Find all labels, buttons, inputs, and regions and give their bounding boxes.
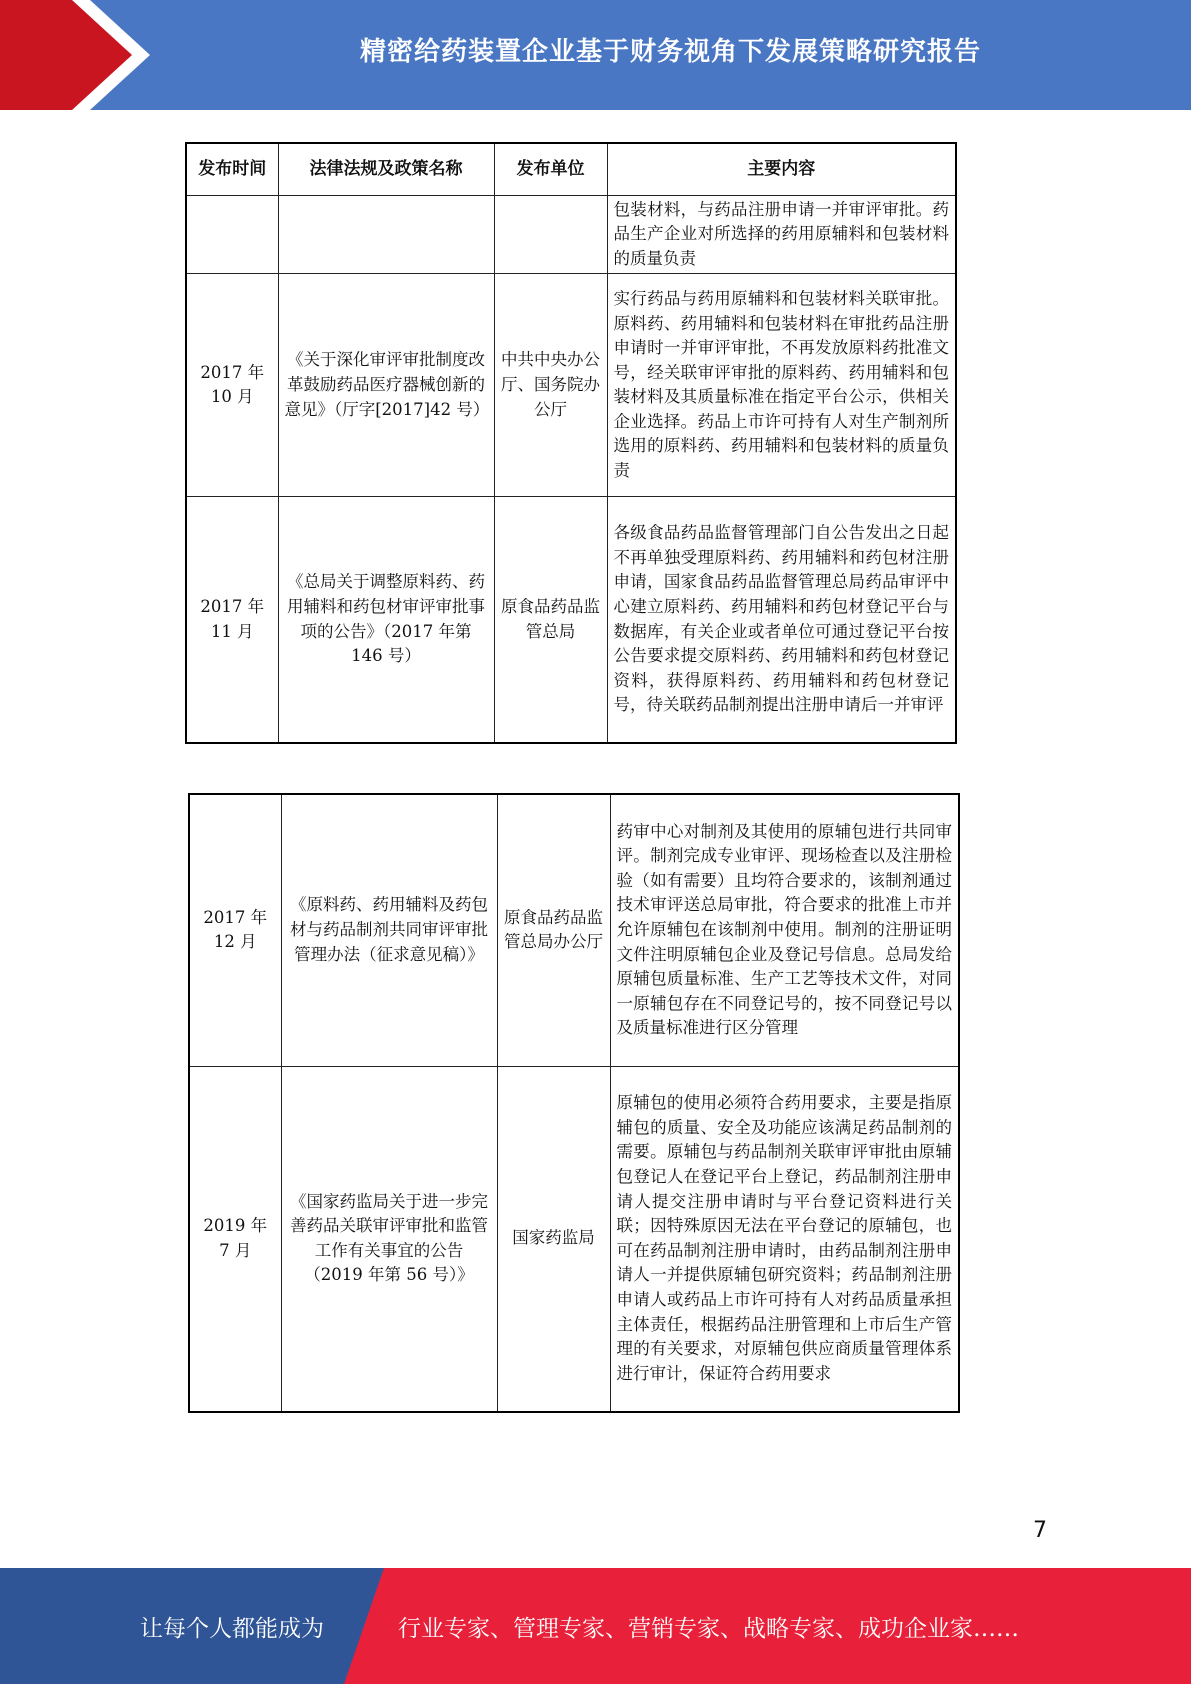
row-issuer: 中共中央办公厅、国务院办公厅 xyxy=(494,274,607,497)
row-issuer xyxy=(494,195,607,274)
row-policy-name: 《总局关于调整原料药、药用辅料和药包材审评审批事项的公告》（2017 年第 146 号） xyxy=(278,497,494,743)
row-policy-name: 《关于深化审评审批制度改革鼓励药品医疗器械创新的意见》（厅字[2017]42 号） xyxy=(278,274,494,497)
row-content: 实行药品与药用原辅料和包装材料关联审批。原料药、药用辅料和包装材料在审批药品注册申请时一并审评审批，不再发放原料药批准文号，经关联审评审批的原料药、药用辅料和包装材料及其质量标准在指定平台公示，供相关企业选择。药品上市许可持有人对生产制剂所选用的原料药、药用辅料和包装材料的质量负责 xyxy=(607,274,956,497)
table-header-row xyxy=(186,143,956,195)
row-issuer: 原食品药品监管总局 xyxy=(494,497,607,743)
table-row xyxy=(189,794,959,1066)
policy-table-part-1 xyxy=(185,142,957,744)
row-content: 原辅包的使用必须符合药用要求，主要是指原辅包的质量、安全及功能应该满足药品制剂的需要。原辅包与药品制剂关联审评审批由原辅包登记人在登记平台上登记，药品制剂注册申请人提交注册申请时与平台登记资料进行关联；因特殊原因无法在平台登记的原辅包，也可在药品制剂注册申请时，由药品制剂注册申请人一并提供原辅包研究资料；药品制剂注册申请人或药品上市许可持有人对药品质量承担主体责任，根据药品注册管理和上市后生产管理的有关要求，对原辅包供应商质量管理体系进行审计，保证符合药用要求 xyxy=(610,1066,959,1412)
row-content: 各级食品药品监督管理部门自公告发出之日起不再单独受理原料药、药用辅料和药包材注册申请，国家食品药品监督管理总局药品审评中心建立原料药、药用辅料和药包材登记平台与数据库，有关企业或者单位可通过登记平台按公告要求提交原料药、药用辅料和药包材登记资料，获得原料药、药用辅料和药包材登记号，待关联药品制剂提出注册申请后一并审评 xyxy=(607,497,956,743)
footer-slogan-left: 让每个人都能成为 xyxy=(140,1615,324,1642)
row-date: 2017 年 11 月 xyxy=(186,497,278,743)
header-issuer: 发布单位 xyxy=(494,143,607,195)
row-policy-name: 《原料药、药用辅料及药包材与药品制剂共同审评审批管理办法（征求意见稿）》 xyxy=(281,794,497,1066)
row-date: 2019 年 7 月 xyxy=(189,1066,281,1412)
header-policy-name: 法律法规及政策名称 xyxy=(278,143,494,195)
page-number: 7 xyxy=(1033,1518,1047,1543)
row-issuer: 原食品药品监管总局办公厅 xyxy=(497,794,610,1066)
table-row xyxy=(186,195,956,274)
header-date: 发布时间 xyxy=(186,143,278,195)
row-policy-name xyxy=(278,195,494,274)
row-date xyxy=(186,195,278,274)
footer-slogan-right: 行业专家、管理专家、营销专家、战略专家、成功企业家…… xyxy=(398,1615,1019,1642)
row-issuer: 国家药监局 xyxy=(497,1066,610,1412)
document-title: 精密给药装置企业基于财务视角下发展策略研究报告 xyxy=(359,36,981,67)
page-footer xyxy=(0,1568,1191,1684)
row-policy-name: 《国家药监局关于进一步完善药品关联审评审批和监管工作有关事宜的公告（2019 年第 56 号）》 xyxy=(281,1066,497,1412)
row-date: 2017 年 10 月 xyxy=(186,274,278,497)
table-row xyxy=(186,497,956,743)
row-content: 药审中心对制剂及其使用的原辅包进行共同审评。制剂完成专业审评、现场检查以及注册检验（如有需要）且均符合要求的，该制剂通过技术审评送总局审批，符合要求的批准上市并允许原辅包在该制剂中使用。制剂的注册证明文件注明原辅包企业及登记号信息。总局发给原辅包质量标准、生产工艺等技术文件，对同一原辅包存在不同登记号的，按不同登记号以及质量标准进行区分管理 xyxy=(610,794,959,1066)
table-row xyxy=(189,1066,959,1412)
row-content: 包装材料，与药品注册申请一并审评审批。药品生产企业对所选择的药用原辅料和包装材料的质量负责 xyxy=(607,195,956,274)
policy-table-part-2 xyxy=(188,793,960,1413)
header-content: 主要内容 xyxy=(607,143,956,195)
table-row xyxy=(186,274,956,497)
row-date: 2017 年 12 月 xyxy=(189,794,281,1066)
page-header xyxy=(0,0,1191,110)
